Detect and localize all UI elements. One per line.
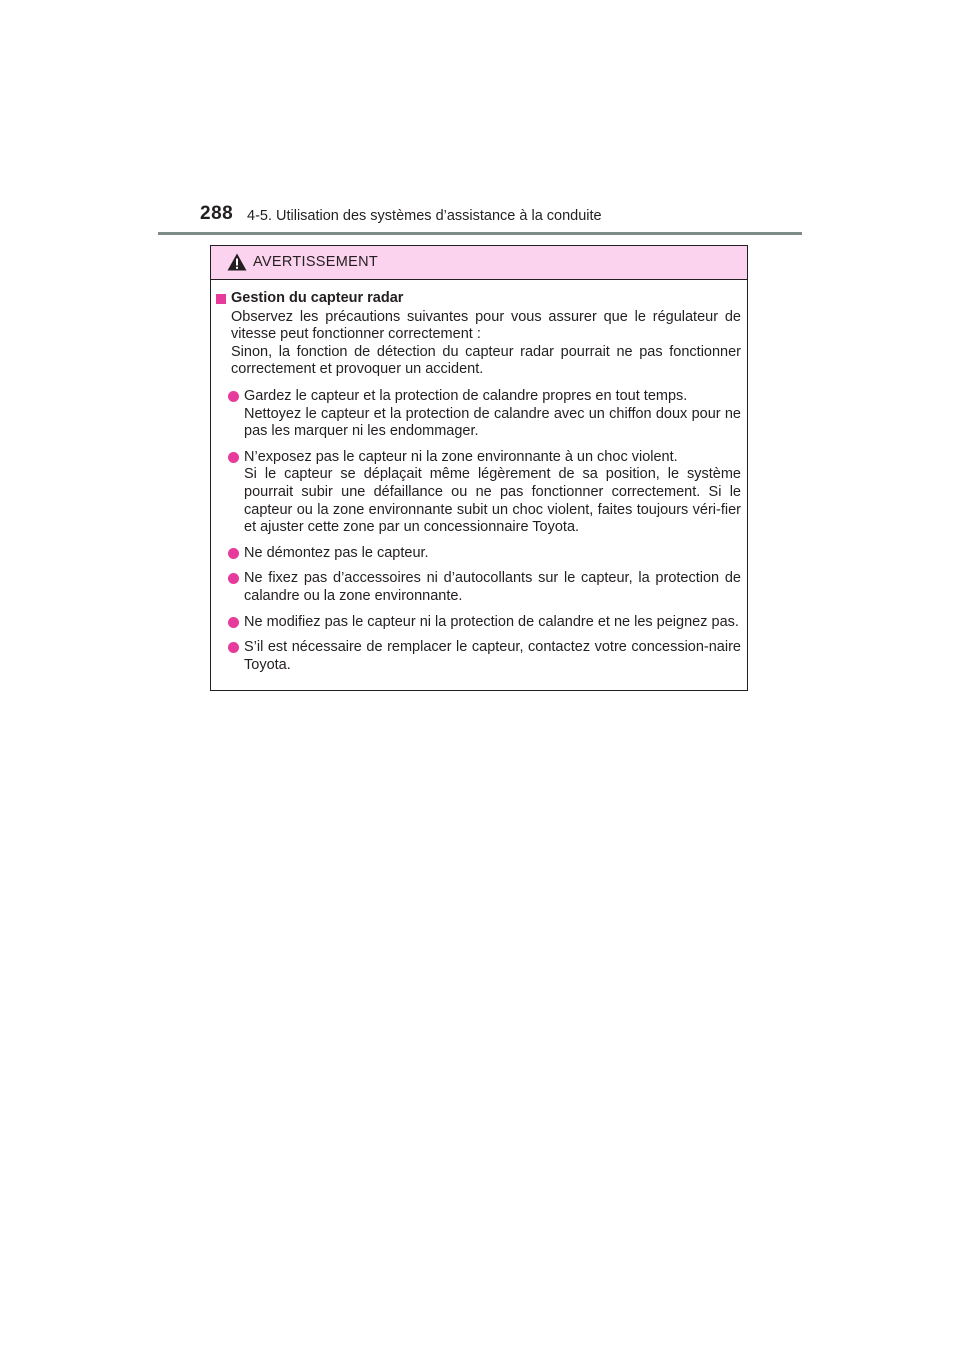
list-item-detail: Si le capteur se déplaçait même légèrement de sa position, le système pourrait subir une défaillance ou ne pas fonctionner correctement. Si le capteur ou la zone environnante subit un choc violent, faites toujours véri-fier et ajuster cette zone par un concessionnaire Toyota. (244, 466, 741, 536)
bullet-dot-icon (228, 642, 239, 653)
list-item (215, 614, 741, 632)
list-item-text: Gardez le capteur et la protection de calandre propres en tout temps. (244, 387, 688, 404)
list-item-text: Ne fixez pas d’accessoires ni d’autocollants sur le capteur, la protection de calandre ou la zone environnante. (244, 570, 741, 604)
list-item-detail: Nettoyez le capteur et la protection de calandre avec un chiffon doux pour ne pas les marquer ni les endommager. (244, 405, 741, 440)
intro-line-2: Sinon, la fonction de détection du capteur radar pourrait ne pas fonctionner correctement et provoquer un accident. (231, 343, 741, 378)
list-item-text: Ne démontez pas le capteur. (244, 544, 429, 561)
intro-paragraph (215, 309, 741, 379)
list-item (215, 388, 741, 441)
warning-triangle-icon (227, 253, 247, 271)
page-number: 288 (200, 203, 234, 224)
section-title: 4-5. Utilisation des systèmes d’assistance à la conduite (247, 208, 602, 224)
bullet-dot-icon (228, 617, 239, 628)
warning-header (211, 246, 747, 280)
warning-body (211, 280, 747, 674)
list-item (215, 570, 741, 605)
square-bullet-icon (216, 294, 226, 304)
header-rule (158, 232, 802, 235)
bullet-dot-icon (228, 548, 239, 559)
warning-box (210, 245, 748, 691)
precaution-list (215, 388, 741, 674)
list-item-text: N’exposez pas le capteur ni la zone environnante à un choc violent. (244, 448, 678, 465)
list-item (215, 449, 741, 537)
warning-subheading (215, 290, 741, 308)
subheading-text: Gestion du capteur radar (231, 290, 404, 306)
list-item-text: Ne modifiez pas le capteur ni la protection de calandre et ne les peignez pas. (244, 613, 739, 630)
bullet-dot-icon (228, 391, 239, 402)
list-item-text: S’il est nécessaire de remplacer le capteur, contactez votre concession-naire Toyota. (244, 639, 741, 673)
bullet-dot-icon (228, 452, 239, 463)
intro-line-1: Observez les précautions suivantes pour vous assurer que le régulateur de vitesse peut fonctionner correctement : (231, 308, 741, 343)
list-item (215, 545, 741, 563)
bullet-dot-icon (228, 573, 239, 584)
list-item (215, 639, 741, 674)
warning-title: AVERTISSEMENT (253, 254, 379, 270)
